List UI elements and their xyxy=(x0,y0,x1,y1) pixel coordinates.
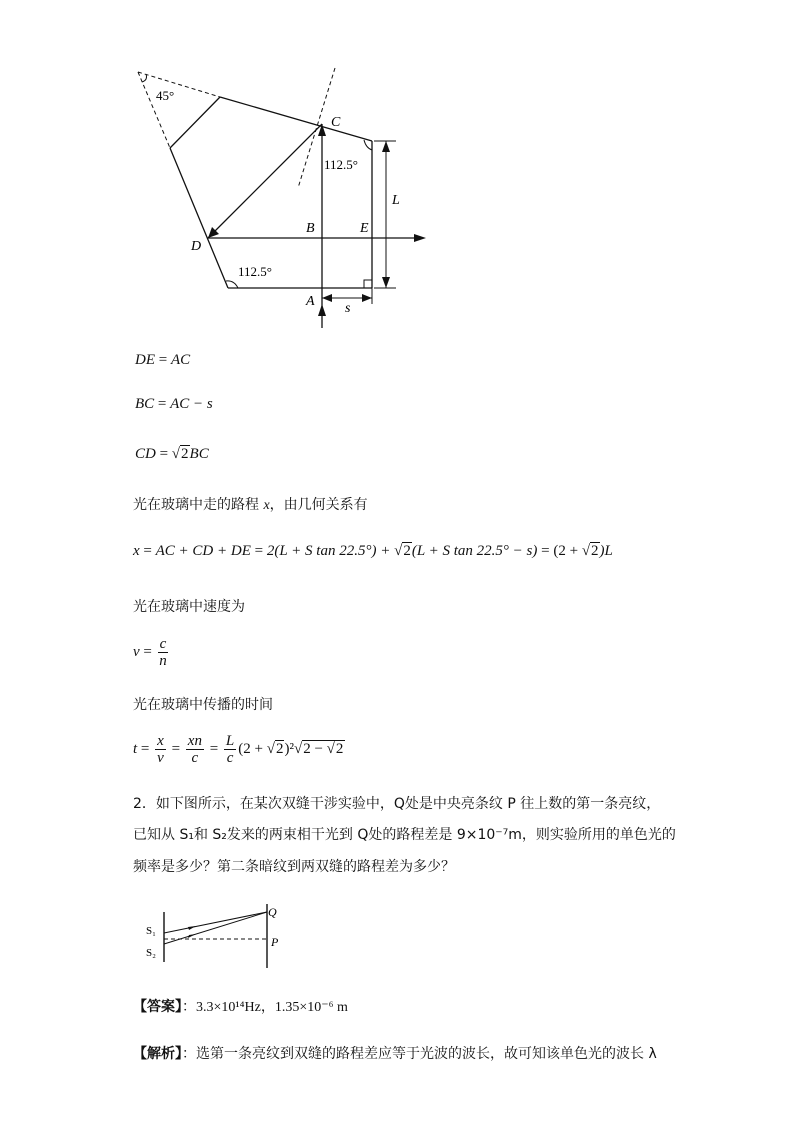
dim-s-arrow-right xyxy=(362,294,372,302)
ray-s1-q xyxy=(164,912,267,933)
dashed-extension-top xyxy=(138,72,220,97)
equation-time: t = $\frac{x}{v}$ = $\frac{xn}{c}$ = $\frac{L}{c}$ (2 + √2)²√2 − √2 xyxy=(133,733,344,766)
label-p: P xyxy=(271,935,279,949)
speed-text: 光在玻璃中速度为 xyxy=(133,599,245,615)
label-angle-bottom: 112.5° xyxy=(238,264,272,279)
label-a: A xyxy=(306,294,315,309)
equation-speed: v = $\frac{c}{n}$ xyxy=(133,636,167,669)
label-angle-c: 112.5° xyxy=(324,157,358,172)
label-l: L xyxy=(392,193,400,208)
answer-tag: 【答案】 xyxy=(133,999,182,1015)
equation-cd: CD = √2BC xyxy=(135,446,209,462)
geometry-figure xyxy=(120,60,440,330)
answer-frequency: 3.3×10¹⁴Hz xyxy=(196,1000,261,1015)
arrow-up-a xyxy=(318,304,326,316)
analysis-tag: 【解析】 xyxy=(133,1046,182,1062)
answer-path-difference: 1.35×10⁻⁶ m xyxy=(274,1000,348,1015)
arrow-ray2 xyxy=(188,934,196,938)
answer-line: 【答案】：3.3×10¹⁴Hz，1.35×10⁻⁶ m xyxy=(133,999,348,1015)
equation-de-ac: DE = AC xyxy=(135,352,191,368)
arrow-right-exit xyxy=(414,234,426,242)
time-text: 光在玻璃中传播的时间 xyxy=(133,697,273,713)
ray-c-to-d xyxy=(208,124,322,238)
dim-l-arrow-top xyxy=(382,141,390,152)
label-s1: S₁ xyxy=(146,925,156,937)
dim-l-arrow-bottom xyxy=(382,277,390,288)
label-s2: S₂ xyxy=(146,947,156,959)
problem2-line1: 2．如下图所示，在某次双缝干涉实验中，Q处是中央亮条纹 P 往上数的第一条亮纹， xyxy=(133,796,661,812)
label-s: s xyxy=(345,301,351,316)
double-slit-figure xyxy=(140,900,290,970)
label-e: E xyxy=(360,221,369,236)
edge-left-long xyxy=(170,148,228,288)
label-d: D xyxy=(191,239,202,254)
corner-arc-top-right xyxy=(364,140,372,150)
analysis-line: 【解析】：选第一条亮纹到双缝的路程差应等于光波的波长，故可知该单色光的波长 λ xyxy=(133,1046,657,1062)
equation-path-length: x = AC + CD + DE = 2(L + S tan 22.5°) + √2(L + S tan 22.5° − s) = (2 + √2)L xyxy=(133,543,613,559)
dashed-extension-left xyxy=(138,72,170,148)
label-b: B xyxy=(306,221,315,236)
apex-angle-arc xyxy=(142,74,147,82)
label-q: Q xyxy=(268,905,277,919)
dim-s-arrow-left xyxy=(322,294,332,302)
right-angle-marker xyxy=(364,280,372,288)
label-45: 45° xyxy=(156,88,175,103)
equation-bc: BC = AC − s xyxy=(135,396,213,412)
path-length-text: 光在玻璃中走的路程 x，由几何关系有 xyxy=(133,497,368,513)
label-c: C xyxy=(331,115,341,130)
edge-top xyxy=(220,97,372,141)
problem2-line3: 频率是多少？第二条暗纹到两双缝的路程差为多少？ xyxy=(133,859,455,875)
edge-left-short xyxy=(170,97,220,148)
problem2-line2: 已知从 S₁和 S₂发来的两束相干光到 Q处的路程差是 9×10⁻⁷m，则实验所用的单色光的 xyxy=(133,827,676,843)
arrow-ray1 xyxy=(188,926,196,930)
